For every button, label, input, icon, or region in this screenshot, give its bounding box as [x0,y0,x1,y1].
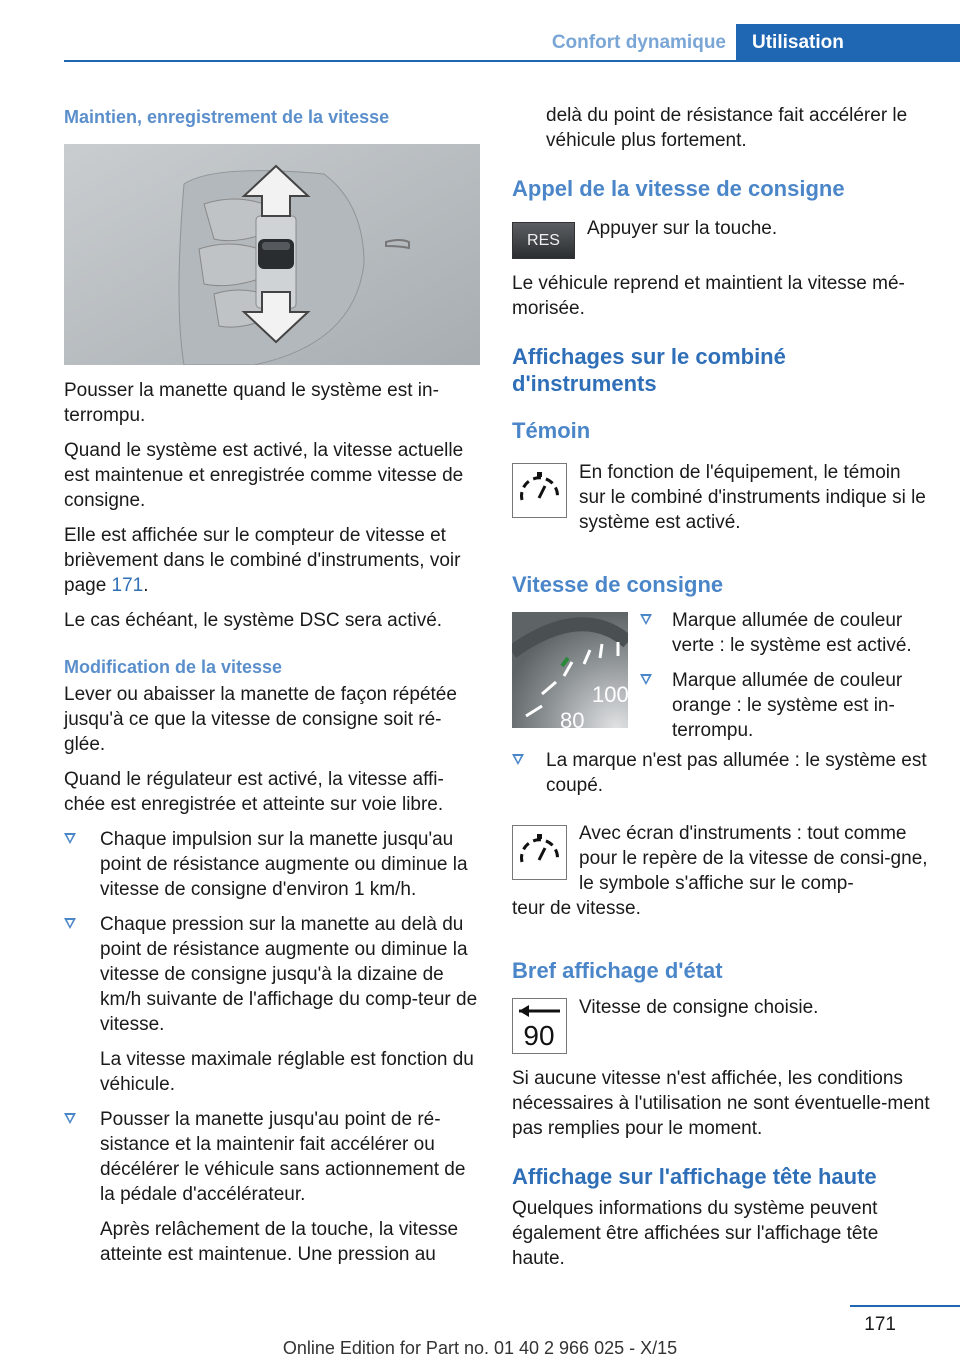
consigne-list [640,608,930,753]
res-button-icon: RES [512,222,575,259]
paragraph: Quand le régulateur est activé, la vitesse affi‐chée est enregistrée et atteinte sur voie libre. [64,769,444,815]
list-item: Pousser la manette jusqu'au point de ré‐sistance et la maintenir fait accélérer ou décélérer le véhicule sans actionnement de la pédale d'accélérateur. [64,1107,482,1207]
header-rule [64,60,960,62]
paragraph-with-link: Elle est affichée sur le compteur de vitesse et brièvement dans le combiné d'instruments, voir page 171. [64,525,461,596]
heading: Affichage sur l'affichage tête haute [512,1164,877,1189]
right-column [512,103,930,211]
temoin-text: En fonction de l'équipement, le témoin sur le combiné d'instruments indique si le système est activé. [579,462,926,533]
ecran-text-end: teur de vitesse. [512,898,641,919]
right-text-a [512,271,930,455]
cruise-control-icon [512,825,567,880]
speedometer-gauge-image [512,612,628,728]
speed-display-icon [512,998,567,1054]
gauge-label-80: 80 [560,708,585,728]
subheading: Appel de la vitesse de consigne [512,176,845,201]
paragraph: Si aucune vitesse n'est affichée, les conditions nécessaires à l'utilisation ne sont éventuelle‐ment pas remplies pour le moment. [512,1068,930,1139]
consigne-list-2 [512,748,930,808]
right-text-b [512,1066,930,1281]
gauge-label-100: 100 [592,682,628,707]
header-section[interactable]: Confort dynamique [551,32,726,53]
page-number: 171 [864,1314,896,1335]
paragraph: Lever ou abaisser la manette de façon répétée jusqu'à ce que la vitesse de consigne soit ré‐glée. [64,684,457,755]
paragraph: Pousser la manette quand le système est in‐terrompu. [64,380,439,426]
section-heading: Maintien, enregistrement de la vitesse [64,107,390,127]
paragraph: Le cas échéant, le système DSC sera activé. [64,610,443,631]
paragraph: Quand le système est activé, la vitesse actuelle est maintenue et enregistrée comme vitesse de consigne. [64,440,464,511]
paragraph: Le véhicule reprend et maintient la vitesse mé‐morisée. [512,273,905,319]
subheading: Bref affichage d'état [512,958,723,983]
page-link[interactable]: 171 [111,575,144,596]
bref-text: Vitesse de consigne choisie. [579,997,819,1018]
list-item-note: La vitesse maximale réglable est fonction du véhicule. [100,1049,474,1095]
subheading: Modification de la vitesse [64,657,283,677]
bullet-triangle-icon [640,674,652,685]
edition-note: Online Edition for Part no. 01 40 2 966 025 - X/15 [282,1338,678,1358]
left-column [64,105,482,140]
subheading: Témoin [512,418,591,443]
consigne-heading-wrap [512,571,930,609]
list-item: Marque allumée de couleur orange : le système est in‐terrompu. [640,668,930,743]
list-item: La marque n'est pas allumée : le système est coupé. [512,748,930,798]
recall-text: Appuyer sur la touche. [587,218,778,239]
speed-value: 90 [523,1020,555,1051]
subheading: Vitesse de consigne [512,572,724,597]
bullet-triangle-icon [64,1113,76,1124]
bref-heading-wrap [512,957,930,995]
bullet-triangle-icon [640,614,652,625]
bullet-triangle-icon [64,833,76,844]
ecran-text: Avec écran d'instruments : tout comme pour le repère de la vitesse de consi‐gne, le symbole s'affiche sur le comp‐ [579,823,928,894]
heading: Affichages sur le combiné d'instruments [512,344,786,396]
list-item-note: Après relâchement de la touche, la vitesse atteinte est maintenue. Une pression au [100,1219,459,1265]
paragraph: delà du point de résistance fait accélérer le véhicule plus fortement. [546,105,908,151]
list-item: Chaque pression sur la manette au delà du point de résistance augmente ou diminue la vitesse de consigne jusqu'à la dizaine de km/h suivante de l'affichage du comp‐teur de vitesse. [64,912,482,1037]
list-item: Marque allumée de couleur verte : le système est activé. [640,608,930,658]
header-tab[interactable]: Utilisation [736,24,960,62]
bullet-triangle-icon [512,754,524,765]
bullet-triangle-icon [64,918,76,929]
footer-rule [850,1305,960,1307]
list-item: Chaque impulsion sur la manette jusqu'au point de résistance augmente ou diminue la vitesse de consigne d'environ 1 km/h. [64,827,482,902]
paragraph: Quelques informations du système peuvent également être affichées sur l'affichage tête haute. [512,1198,879,1269]
cruise-control-icon [512,463,567,518]
left-text [64,378,482,1277]
steering-wheel-image [64,144,480,365]
